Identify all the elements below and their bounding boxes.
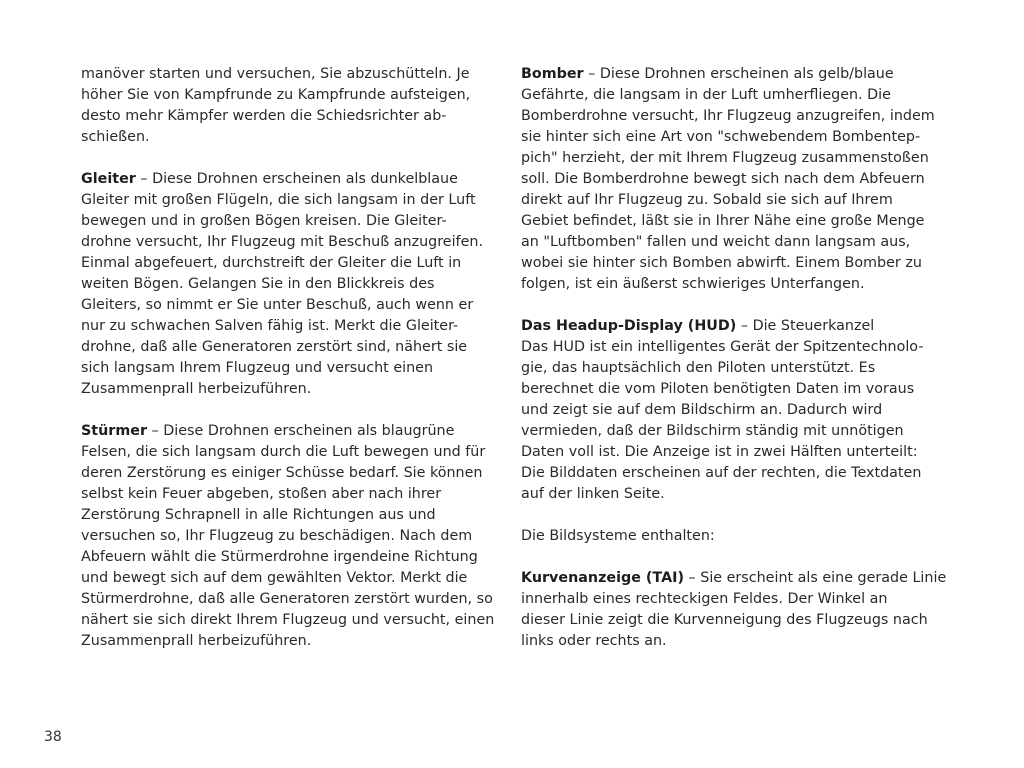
text-line: drohne versucht, Ihr Flugzeug mit Beschuß anzugreifen. bbox=[81, 234, 483, 250]
text-line: und bewegt sich auf dem gewählten Vektor. Merkt die bbox=[81, 570, 468, 586]
text-line: gie, das hauptsächlich den Piloten unterstützt. Es bbox=[521, 360, 876, 376]
gleiter-first-line: – Diese Drohnen erscheinen als dunkelblaue bbox=[135, 171, 458, 187]
text-line: drohne, daß alle Generatoren zerstört sind, nähert sie bbox=[81, 339, 468, 355]
bomber-paragraph bbox=[521, 64, 933, 295]
text-line: desto mehr Kämpfer werden die Schiedsrichter ab- bbox=[81, 108, 447, 124]
text-line: auf der linken Seite. bbox=[521, 486, 665, 502]
text-line: Gleiters, so nimmt er Sie unter Beschuß, auch wenn er bbox=[81, 297, 474, 313]
hud-first-line: – Die Steuerkanzel bbox=[736, 318, 875, 334]
text-line: Zusammenprall herbeizuführen. bbox=[81, 381, 312, 397]
gleiter-term: Gleiter bbox=[81, 171, 136, 187]
text-line: Einmal abgefeuert, durchstreift der Gleiter die Luft in bbox=[81, 255, 462, 271]
text-line: folgen, ist ein äußerst schwieriges Unterfangen. bbox=[521, 276, 865, 292]
text-line: links oder rechts an. bbox=[521, 633, 667, 649]
text-line: Daten voll ist. Die Anzeige ist in zwei Hälften unterteilt: bbox=[521, 444, 918, 460]
bomber-term: Bomber bbox=[521, 66, 584, 82]
text-line: Zusammenprall herbeizuführen. bbox=[81, 633, 312, 649]
stuermer-first-line: – Diese Drohnen erscheinen als blaugrüne bbox=[147, 423, 455, 439]
text-line: pich" herzieht, der mit Ihrem Flugzeug zusammenstoßen bbox=[521, 150, 929, 166]
text-line: Gebiet befindet, läßt sie in Ihrer Nähe eine große Menge bbox=[521, 213, 925, 229]
hud-paragraph bbox=[521, 316, 933, 505]
text-line: versuchen so, Ihr Flugzeug zu beschädigen. Nach dem bbox=[81, 528, 473, 544]
text-line: an "Luftbomben" fallen und weicht dann langsam aus, bbox=[521, 234, 911, 250]
text-line bbox=[81, 169, 493, 190]
text-line: deren Zerstörung es einiger Schüsse bedarf. Sie können bbox=[81, 465, 483, 481]
text-line: Gleiter mit großen Flügeln, die sich langsam in der Luft bbox=[81, 192, 476, 208]
text-line: sie hinter sich eine Art von "schwebendem Bombentep- bbox=[521, 129, 921, 145]
text-line: nähert sie sich direkt Ihrem Flugzeug und versucht, einen bbox=[81, 612, 495, 628]
kurvenanzeige-term: Kurvenanzeige (TAI) bbox=[521, 570, 684, 586]
kurvenanzeige-paragraph bbox=[521, 568, 947, 652]
bildsysteme-paragraph bbox=[521, 526, 933, 547]
kurvenanzeige-first-line: – Sie erscheint als eine gerade Linie bbox=[684, 570, 947, 586]
text-line: Das HUD ist ein intelligentes Gerät der Spitzentechnolo- bbox=[521, 339, 924, 355]
text-line: soll. Die Bomberdrohne bewegt sich nach dem Abfeuern bbox=[521, 171, 925, 187]
right-column bbox=[521, 64, 947, 652]
text-line: selbst kein Feuer abgeben, stoßen aber nach ihrer bbox=[81, 486, 442, 502]
stuermer-term: Stürmer bbox=[81, 423, 148, 439]
text-line: nur zu schwachen Salven fähig ist. Merkt die Gleiter- bbox=[81, 318, 459, 334]
bomber-first-line: – Diese Drohnen erscheinen als gelb/blaue bbox=[583, 66, 894, 82]
text-line: Abfeuern wählt die Stürmerdrohne irgendeine Richtung bbox=[81, 549, 478, 565]
text-line: Die Bildsysteme enthalten: bbox=[521, 528, 715, 544]
page-number: 38 bbox=[44, 729, 62, 745]
text-line: Gefährte, die langsam in der Luft umherfliegen. Die bbox=[521, 87, 891, 103]
text-line bbox=[81, 421, 493, 442]
text-line: manöver starten und versuchen, Sie abzuschütteln. Je bbox=[81, 66, 470, 82]
text-line bbox=[521, 568, 947, 589]
text-line: berechnet die vom Piloten benötigten Daten im voraus bbox=[521, 381, 915, 397]
stuermer-paragraph bbox=[81, 421, 493, 652]
text-line: Bomberdrohne versucht, Ihr Flugzeug anzugreifen, indem bbox=[521, 108, 935, 124]
text-line: bewegen und in großen Bögen kreisen. Die Gleiter- bbox=[81, 213, 447, 229]
hud-term: Das Headup-Display (HUD) bbox=[521, 318, 737, 334]
intro-paragraph bbox=[81, 64, 493, 148]
text-line: Felsen, die sich langsam durch die Luft bewegen und für bbox=[81, 444, 486, 460]
text-line: Stürmerdrohne, daß alle Generatoren zerstört wurden, so bbox=[81, 591, 493, 607]
text-line: vermieden, daß der Bildschirm ständig mit unnötigen bbox=[521, 423, 904, 439]
text-line: schießen. bbox=[81, 129, 150, 145]
text-line: weiten Bögen. Gelangen Sie in den Blickkreis des bbox=[81, 276, 435, 292]
text-line: und zeigt sie auf dem Bildschirm an. Dadurch wird bbox=[521, 402, 883, 418]
text-line: wobei sie hinter sich Bomben abwirft. Einem Bomber zu bbox=[521, 255, 922, 271]
text-line: direkt auf Ihr Flugzeug zu. Sobald sie sich auf Ihrem bbox=[521, 192, 893, 208]
left-column bbox=[81, 64, 493, 652]
gleiter-paragraph bbox=[81, 169, 493, 400]
text-line bbox=[521, 316, 933, 337]
text-line: Die Bilddaten erscheinen auf der rechten, die Textdaten bbox=[521, 465, 922, 481]
text-line: sich langsam Ihrem Flugzeug und versucht einen bbox=[81, 360, 434, 376]
text-line: Zerstörung Schrapnell in alle Richtungen aus und bbox=[81, 507, 436, 523]
text-line bbox=[521, 64, 933, 85]
text-line: innerhalb eines rechteckigen Feldes. Der Winkel an bbox=[521, 591, 888, 607]
text-line: höher Sie von Kampfrunde zu Kampfrunde aufsteigen, bbox=[81, 87, 471, 103]
text-line: dieser Linie zeigt die Kurvenneigung des Flugzeugs nach bbox=[521, 612, 928, 628]
